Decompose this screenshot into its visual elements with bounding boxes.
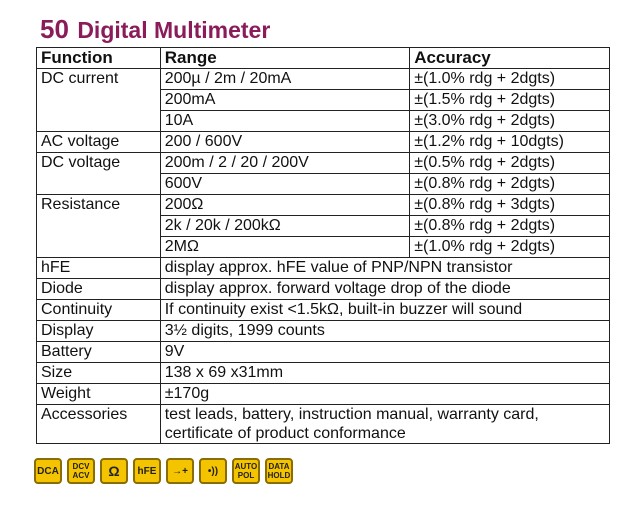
value-cell: If continuity exist <1.5kΩ, built-in buzzer will sound (160, 300, 609, 321)
range-cell: 2MΩ (160, 237, 409, 258)
value-cell: 9V (160, 342, 609, 363)
dcv-acv-icon: DCV ACV (67, 458, 95, 484)
range-cell: 2k / 20k / 200kΩ (160, 216, 409, 237)
range-cell: 200m / 2 / 20 / 200V (160, 153, 409, 174)
table-row (37, 153, 610, 174)
ohm-icon: Ω (100, 458, 128, 484)
function-cell: Diode (37, 279, 161, 300)
range-cell: 200mA (160, 90, 409, 111)
function-cell: Display (37, 321, 161, 342)
accuracy-cell: ±(0.8% rdg + 2dgts) (410, 216, 610, 237)
value-cell: 3½ digits, 1999 counts (160, 321, 609, 342)
range-cell: 10A (160, 111, 409, 132)
function-cell: Continuity (37, 300, 161, 321)
auto-pol-icon: AUTO POL (232, 458, 260, 484)
function-cell: DC current (37, 69, 161, 132)
range-cell: 200µ / 2m / 20mA (160, 69, 409, 90)
data-hold-icon: DATA HOLD (265, 458, 293, 484)
table-row (37, 321, 610, 342)
accuracy-cell: ±(1.5% rdg + 2dgts) (410, 90, 610, 111)
function-cell: Size (37, 363, 161, 384)
function-cell: Weight (37, 384, 161, 405)
table-header-row (37, 48, 610, 69)
table-row (37, 258, 610, 279)
table-row (37, 132, 610, 153)
table-row (37, 300, 610, 321)
header-range: Range (160, 48, 409, 69)
range-cell: 200Ω (160, 195, 409, 216)
table-row (37, 279, 610, 300)
function-cell: hFE (37, 258, 161, 279)
diode-icon: →+ (166, 458, 194, 484)
spec-table (36, 47, 610, 444)
range-cell: 600V (160, 174, 409, 195)
table-row (37, 384, 610, 405)
table-row (37, 195, 610, 216)
accuracy-cell: ±(0.5% rdg + 2dgts) (410, 153, 610, 174)
header-accuracy: Accuracy (410, 48, 610, 69)
table-row (37, 363, 610, 384)
function-cell: DC voltage (37, 153, 161, 195)
accuracy-cell: ±(0.8% rdg + 3dgts) (410, 195, 610, 216)
continuity-icon: •)) (199, 458, 227, 484)
value-cell: ±170g (160, 384, 609, 405)
accuracy-cell: ±(0.8% rdg + 2dgts) (410, 174, 610, 195)
range-cell: 200 / 600V (160, 132, 409, 153)
accuracy-cell: ±(3.0% rdg + 2dgts) (410, 111, 610, 132)
feature-icons (34, 458, 293, 484)
table-row (37, 405, 610, 444)
page-title (40, 14, 270, 45)
function-cell: Accessories (37, 405, 161, 444)
dca-icon: DCA (34, 458, 62, 484)
function-cell: AC voltage (37, 132, 161, 153)
hfe-icon: hFE (133, 458, 161, 484)
header-function: Function (37, 48, 161, 69)
table-row (37, 342, 610, 363)
title-number: 50 (40, 14, 69, 44)
function-cell: Resistance (37, 195, 161, 258)
value-cell: test leads, battery, instruction manual, warranty card, certificate of product conformance (160, 405, 609, 444)
value-cell: display approx. hFE value of PNP/NPN transistor (160, 258, 609, 279)
function-cell: Battery (37, 342, 161, 363)
title-text: Digital Multimeter (77, 17, 271, 43)
accuracy-cell: ±(1.0% rdg + 2dgts) (410, 69, 610, 90)
table-row (37, 69, 610, 90)
value-cell: 138 x 69 x31mm (160, 363, 609, 384)
accuracy-cell: ±(1.0% rdg + 2dgts) (410, 237, 610, 258)
accuracy-cell: ±(1.2% rdg + 10dgts) (410, 132, 610, 153)
value-cell: display approx. forward voltage drop of the diode (160, 279, 609, 300)
